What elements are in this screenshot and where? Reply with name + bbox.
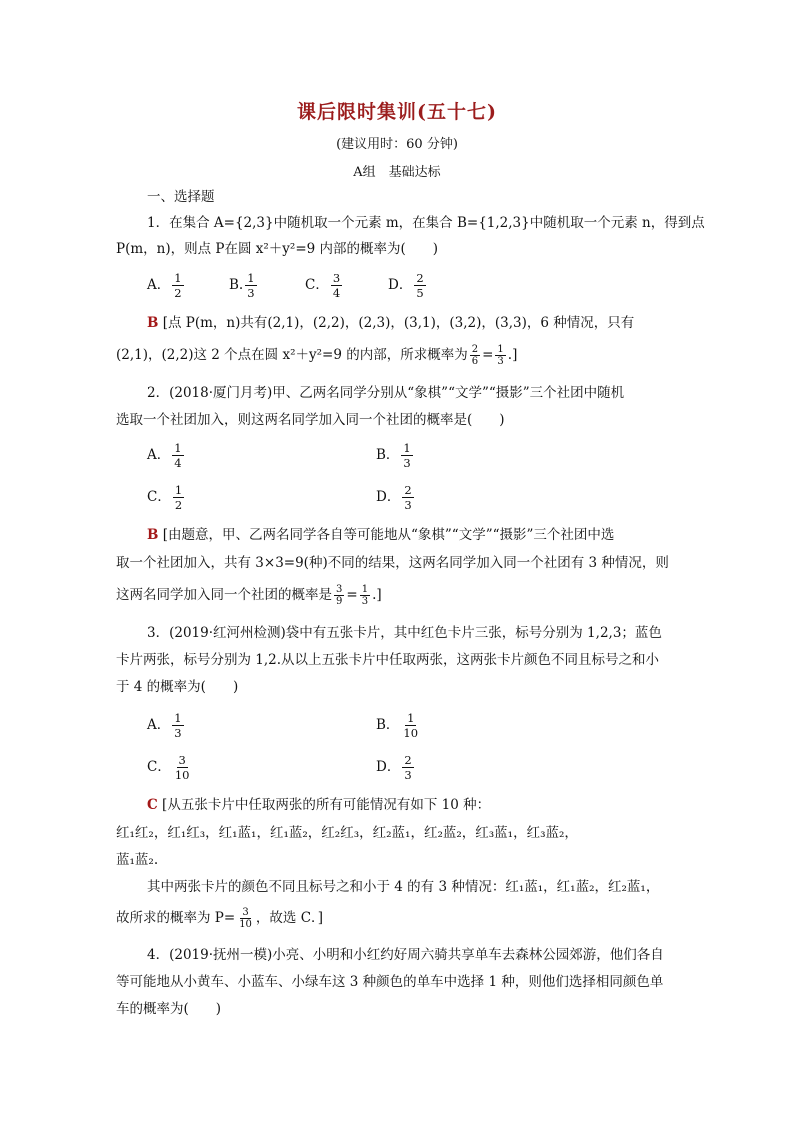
denominator: 5 (416, 286, 424, 300)
q2-solution-line1 (147, 525, 614, 545)
q3-option-c (147, 753, 193, 782)
denominator: 10 (174, 768, 190, 782)
denominator: 3 (403, 456, 411, 470)
option-label: D． (376, 759, 401, 775)
fraction (495, 344, 505, 367)
denominator: 3 (497, 356, 504, 367)
denominator: 9 (336, 596, 343, 607)
fraction (334, 584, 344, 607)
q1-option-c (305, 271, 344, 300)
denominator: 4 (332, 286, 341, 300)
denominator: 10 (239, 919, 252, 930)
option-label: A． (147, 717, 171, 733)
fraction (245, 271, 256, 300)
option-label: B. (229, 277, 244, 293)
option-label: C． (147, 489, 171, 505)
denominator: 2 (174, 498, 183, 512)
fraction (360, 584, 370, 607)
equals-sign: = (482, 347, 494, 363)
option-label: A． (147, 277, 171, 293)
q4-stem-line1: 4．(2019·抚州一模)小亮、小明和小红约好周六骑共享单车去森林公园郊游，他们各自 (147, 947, 664, 963)
numerator: 1 (174, 483, 183, 497)
q2-solution-line3 (116, 584, 382, 607)
solution-text: 这两名同学加入同一个社团的概率是 (116, 587, 332, 603)
numerator: 2 (416, 271, 424, 285)
fraction (470, 344, 480, 367)
q1-option-b (229, 271, 259, 300)
q3-solution-line5 (116, 907, 323, 930)
numerator: 1 (407, 711, 415, 725)
answer-letter: B (147, 315, 159, 331)
q2-stem-line2: 选取一个社团加入，则这两名同学加入同一个社团的概率是( ) (116, 412, 505, 428)
q4-stem-line2: 等可能地从小黄车、小蓝车、小绿车这 3 种颜色的单车中选择 1 种，则他们选择相同颜色单 (116, 974, 664, 990)
page-title: 课后限时集训(五十七) (297, 101, 497, 123)
q1-stem-line1: 1．在集合 A={2,3}中随机取一个元素 m，在集合 B={1,2,3}中随机取一个元素 n，得到点 (147, 215, 705, 231)
q3-solution-line1 (147, 795, 490, 815)
q2-solution-line2: 取一个社团加入，共有 3×3=9(种)不同的结果，这两名同学加入同一个社团有 3 种情况，则 (116, 555, 669, 571)
q3-option-b (376, 711, 422, 740)
fraction (401, 711, 420, 740)
denominator: 3 (404, 498, 412, 512)
q1-stem-line2: P(m，n)，则点 P在圆 x²＋y²=9 内部的概率为( ) (116, 241, 439, 257)
group-heading: A组 基础达标 (353, 165, 441, 180)
q4-stem-line3: 车的概率为( ) (116, 1001, 222, 1017)
fraction (172, 711, 183, 740)
numerator: 3 (332, 271, 341, 285)
solution-text: [从五张卡片中任取两张的所有可能情况有如下 10 种： (162, 797, 491, 813)
fraction (331, 271, 342, 300)
fraction (172, 441, 183, 470)
fraction (237, 907, 254, 930)
denominator: 2 (174, 286, 182, 300)
q3-stem-line1: 3．(2019·红河州检测)袋中有五张卡片，其中红色卡片三张，标号分别为 1,2,3；蓝色 (147, 625, 662, 641)
numerator: 1 (174, 441, 182, 455)
denominator: 3 (174, 726, 182, 740)
numerator: 1 (174, 711, 182, 725)
answer-letter: B (147, 527, 159, 543)
time-note: (建议用时：60 分钟) (336, 137, 458, 152)
numerator: 1 (247, 271, 255, 285)
fraction (173, 483, 184, 512)
fraction (401, 441, 412, 470)
answer-letter: C (147, 797, 158, 813)
section-heading: 一、选择题 (147, 189, 215, 205)
denominator: 10 (403, 726, 419, 740)
q3-option-d (376, 753, 416, 782)
option-label: B． (376, 717, 400, 733)
equals-sign: = (346, 587, 358, 603)
numerator: 1 (497, 344, 504, 355)
denominator: 3 (404, 768, 412, 782)
numerator: 1 (361, 584, 369, 595)
option-label: C． (147, 759, 171, 775)
q1-solution-line1 (147, 313, 634, 333)
option-label: B． (376, 447, 400, 463)
denominator: 6 (471, 356, 479, 367)
q2-stem-line1: 2．(2018·厦门月考)甲、乙两名同学分别从“象棋”“文学”“摄影”三个社团中随机 (147, 385, 625, 401)
q1-option-d (388, 271, 428, 300)
q2-option-d (376, 483, 416, 512)
solution-end: .] (372, 587, 382, 603)
option-label: D． (376, 489, 401, 505)
q3-option-a (147, 711, 186, 740)
numerator: 3 (336, 584, 343, 595)
q2-option-b (376, 441, 415, 470)
q2-option-a (147, 441, 186, 470)
solution-text: [点 P(m，n)共有(2,1)，(2,2)，(2,3)，(3,1)，(3,2)，(3,3)，6 种情况，只有 (162, 315, 635, 331)
solution-text: (2,1)，(2,2)这 2 个点在圆 x²＋y²=9 的内部，所求概率为 (116, 347, 468, 363)
q1-option-a (147, 271, 186, 300)
fraction (402, 753, 413, 782)
numerator: 2 (471, 344, 479, 355)
option-label: C． (305, 277, 329, 293)
numerator: 2 (404, 753, 412, 767)
denominator: 3 (247, 286, 255, 300)
numerator: 1 (174, 271, 182, 285)
q2-option-c (147, 483, 186, 512)
q3-solution-line2: 红₁红₂，红₁红₃，红₁蓝₁，红₁蓝₂，红₂红₃，红₂蓝₁，红₂蓝₂，红₃蓝₁，红₃蓝₂， (116, 825, 578, 841)
numerator: 3 (242, 907, 249, 918)
numerator: 1 (403, 441, 411, 455)
solution-text: [由题意，甲、乙两名同学各自等可能地从“象棋”“文学”“摄影”三个社团中选 (162, 527, 615, 543)
fraction (173, 753, 192, 782)
fraction (414, 271, 425, 300)
q1-solution-line2 (116, 344, 517, 367)
fraction (172, 271, 183, 300)
numerator: 2 (404, 483, 412, 497)
numerator: 3 (178, 753, 186, 767)
denominator: 4 (174, 456, 182, 470)
solution-end: ，故选 C．] (255, 910, 324, 926)
q3-stem-line2: 卡片两张，标号分别为 1,2.从以上五张卡片中任取两张，这两张卡片颜色不同且标号之和小 (116, 652, 660, 668)
solution-text: 故所求的概率为 P= (116, 910, 236, 926)
q3-solution-line4: 其中两张卡片的颜色不同且标号之和小于 4 的有 3 种情况：红₁蓝₁，红₁蓝₂，红₂蓝₁， (147, 879, 660, 895)
option-label: A． (147, 447, 171, 463)
denominator: 3 (361, 596, 369, 607)
q3-solution-line3: 蓝₁蓝₂. (116, 852, 159, 868)
solution-end: .] (507, 347, 518, 363)
q3-stem-line3: 于 4 的概率为( ) (116, 679, 239, 695)
fraction (402, 483, 413, 512)
option-label: D． (388, 277, 413, 293)
